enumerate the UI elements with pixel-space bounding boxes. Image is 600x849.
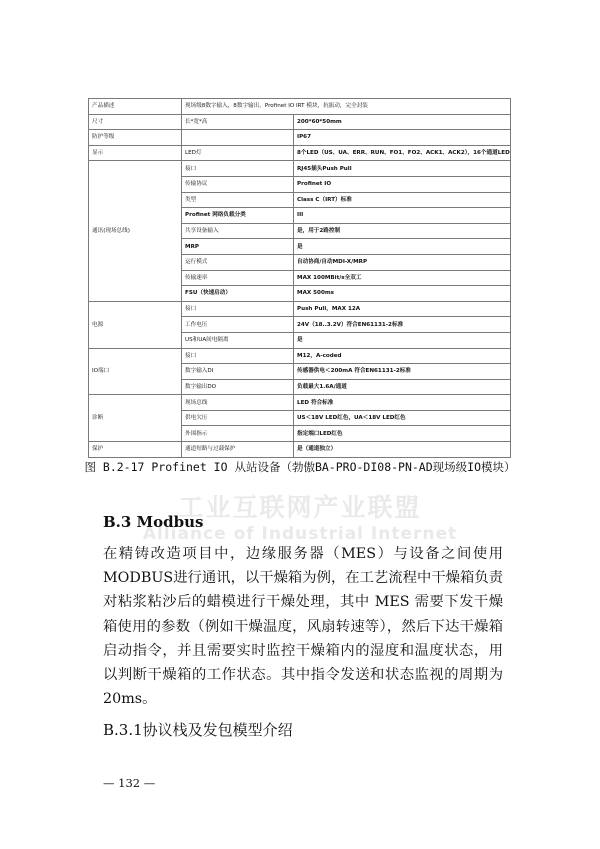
- table-key-cell: LED灯: [182, 145, 294, 161]
- table-value-cell: III: [294, 208, 511, 224]
- table-key-cell: 传输协议: [182, 176, 294, 192]
- table-row: [89, 99, 511, 115]
- table-key-cell: 工作电压: [182, 317, 294, 333]
- table-value-cell: M12，A-coded: [294, 348, 511, 364]
- table-key-cell: 接口: [182, 301, 294, 317]
- table-value-cell: 是（通道独立）: [294, 442, 511, 458]
- table-value-cell: RJ45插头Push Pull: [294, 161, 511, 177]
- table-value-cell: US＜18V LED红色，UA＜18V LED红色: [294, 410, 511, 426]
- table-section-cell: 防护等级: [89, 130, 182, 146]
- table-value-cell: Push Pull，MAX 12A: [294, 301, 511, 317]
- table-value-cell: 是: [294, 332, 511, 348]
- table-value-cell: 24V（18..3.2V）符合EN61131-2标准: [294, 317, 511, 333]
- table-value-cell: 现场级8数字输入，8数字输出，Profinet IO IRT 模块，抗振动，完全封装: [182, 99, 511, 115]
- table-section-cell: 通讯(现场总线): [89, 161, 182, 301]
- table-value-cell: 8个LED（US、UA、ERR、RUN、FO1、FO2、ACK1、ACK2），16个通道LED: [294, 145, 511, 161]
- table-key-cell: 供电欠压: [182, 410, 294, 426]
- section-heading: B.3 Modbus: [103, 513, 204, 531]
- table-row: [89, 348, 511, 364]
- table-key-cell: 类型: [182, 192, 294, 208]
- table-row: [89, 395, 511, 411]
- table-row: [89, 301, 511, 317]
- table-key-cell: 通道短路与过载保护: [182, 442, 294, 458]
- figure-caption: 图 B.2-17 Profinet IO 从站设备（勃傲BA-PRO-DI08-PN-AD现场级IO模块）: [84, 460, 516, 474]
- table-value-cell: LED 符合标准: [294, 395, 511, 411]
- table-key-cell: 接口: [182, 161, 294, 177]
- table-value-cell: 负载最大1.6A/通道: [294, 379, 511, 395]
- table-value-cell: 指定端口LED红色: [294, 426, 511, 442]
- table-key-cell: 长*宽*高: [182, 114, 294, 130]
- table-row: [89, 145, 511, 161]
- table-section-cell: 显示: [89, 145, 182, 161]
- table-value-cell: Class C（IRT）标准: [294, 192, 511, 208]
- table-section-cell: 产品描述: [89, 99, 182, 115]
- table-key-cell: 共享设备输入: [182, 223, 294, 239]
- table-value-cell: IP67: [294, 130, 511, 146]
- table-key-cell: Profinet 网络负载分类: [182, 208, 294, 224]
- table-value-cell: 200*60*50mm: [294, 114, 511, 130]
- table-key-cell: [182, 130, 294, 146]
- table-section-cell: IO端口: [89, 348, 182, 395]
- table-row: [89, 130, 511, 146]
- body-paragraph: 在精铸改造项目中，边缘服务器（MES）与设备之间使用MODBUS进行通讯，以干燥箱为例，在工艺流程中干燥箱负责对粘浆粘沙后的蜡模进行干燥处理，其中 MES 需要下发干燥箱使用的参数（例如干燥温度，风扇转速等），然后下达干燥箱启动指令，并且需要实时监控干燥箱内的湿度和温度状态，用以判断干燥箱的工作状态。其中指令发送和状态监视的周期为 20ms。: [103, 546, 503, 708]
- table-value-cell: 是，用于2路控制: [294, 223, 511, 239]
- table-key-cell: 接口: [182, 348, 294, 364]
- table-key-cell: 数字输入DI: [182, 364, 294, 380]
- table-row: [89, 442, 511, 458]
- table-key-cell: 运行模式: [182, 254, 294, 270]
- table-row: [89, 161, 511, 177]
- spec-table-body: [89, 99, 511, 458]
- table-key-cell: 现场总线: [182, 395, 294, 411]
- table-key-cell: 外围指示: [182, 426, 294, 442]
- spec-table: [88, 98, 511, 458]
- table-value-cell: MAX 500ms: [294, 286, 511, 302]
- table-value-cell: Profinet IO: [294, 176, 511, 192]
- subsection-heading: B.3.1协议栈及发包模型介绍: [103, 721, 293, 739]
- table-section-cell: 电源: [89, 301, 182, 348]
- watermark-cn: 工业互联网产业联盟: [178, 493, 422, 522]
- table-section-cell: 保护: [89, 442, 182, 458]
- table-key-cell: 数字输出DO: [182, 379, 294, 395]
- table-value-cell: 自动协商/自动MDI-X/MRP: [294, 254, 511, 270]
- table-value-cell: 是: [294, 239, 511, 255]
- table-row: [89, 114, 511, 130]
- page-number: — 132 —: [103, 776, 156, 790]
- table-key-cell: FSU（快速启动）: [182, 286, 294, 302]
- table-key-cell: MRP: [182, 239, 294, 255]
- table-key-cell: US和UA间电隔离: [182, 332, 294, 348]
- table-value-cell: MAX 100MBit/s全双工: [294, 270, 511, 286]
- table-section-cell: 尺寸: [89, 114, 182, 130]
- table-section-cell: 诊断: [89, 395, 182, 442]
- watermark-en: Alliance of Industrial Internet: [142, 524, 458, 544]
- table-value-cell: 传感器供电＜200mA 符合EN61131-2标准: [294, 364, 511, 380]
- table-key-cell: 传输速率: [182, 270, 294, 286]
